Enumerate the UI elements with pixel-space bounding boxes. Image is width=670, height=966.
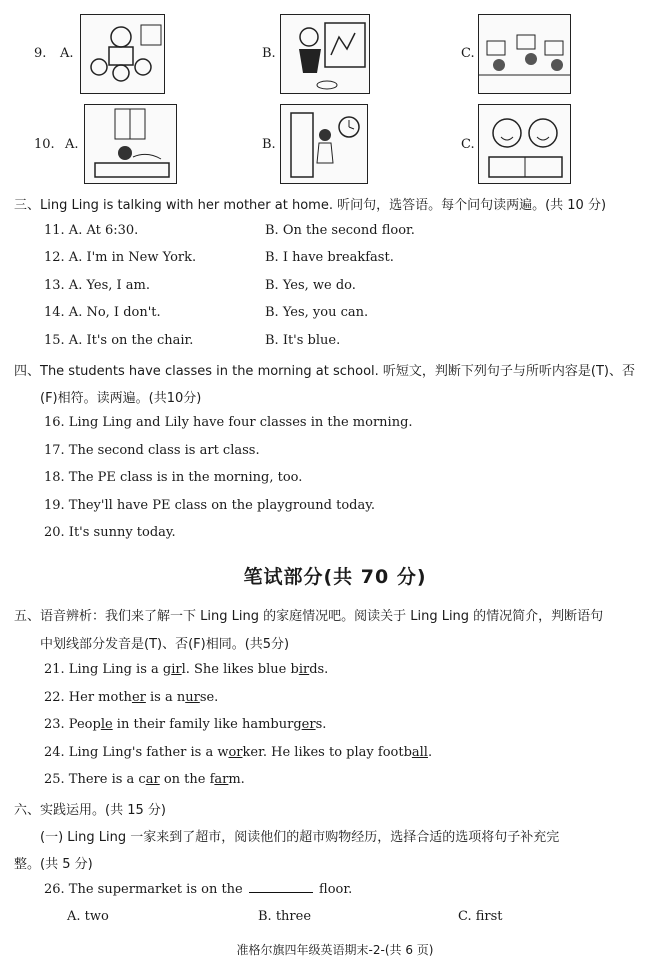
q14-option-a: 14. A. No, I don't. (44, 305, 161, 320)
q13-option-b: B. Yes, we do. (265, 278, 356, 293)
q24-sentence: 24. Ling Ling's father is a worker. He likes to play football. (44, 745, 433, 760)
q20-statement: 20. It's sunny today. (44, 525, 176, 540)
part4-title-line1: 四、The students have classes in the morning at school. 听短文，判断下列句子与所听内容是(T)、否 (14, 364, 635, 379)
written-section-heading: 笔试部分(共 70 分) (243, 566, 427, 588)
part6-sub-line1: (一) Ling Ling 一家来到了超市，阅读他们的超市购物经历，选择合适的选项将句子补充完 (40, 830, 560, 845)
q10-option-a-label: A. (65, 137, 79, 152)
q9-option-b-label: B. (262, 46, 276, 61)
q12-option-a: 12. A. I'm in New York. (44, 250, 197, 265)
q26-option-b: B. three (258, 909, 312, 924)
q23-sentence: 23. People in their family like hamburgers. (44, 717, 327, 732)
part4-title-line2: (F)相符。读两遍。(共10分) (40, 391, 202, 406)
q9-option-c-label: C. (461, 46, 475, 61)
part6-sub-line2: 整。(共 5 分) (14, 857, 93, 872)
q9-number: 9. (34, 46, 47, 61)
q10-picture-b (280, 104, 368, 184)
q17-statement: 17. The second class is art class. (44, 443, 260, 458)
q21-sentence: 21. Ling Ling is a girl. She likes blue birds. (44, 662, 329, 677)
part3-title: 三、Ling Ling is talking with her mother at home. 听问句，选答语。每个问句读两遍。(共 10 分) (14, 198, 607, 213)
q11-option-a: 11. A. At 6:30. (44, 223, 139, 238)
q9-picture-a (80, 14, 165, 94)
q22-sentence: 22. Her mother is a nurse. (44, 690, 219, 705)
q14-option-b: B. Yes, you can. (265, 305, 369, 320)
q19-statement: 19. They'll have PE class on the playground today. (44, 498, 375, 513)
q9-picture-b (280, 14, 370, 94)
q18-statement: 18. The PE class is in the morning, too. (44, 470, 303, 485)
q26-answer-blank[interactable] (249, 882, 313, 893)
q10-option-b-label: B. (262, 137, 276, 152)
q10-number: 10. (34, 137, 55, 152)
q15-option-b: B. It's blue. (265, 333, 341, 348)
q10-option-c-label: C. (461, 137, 475, 152)
q11-option-b: B. On the second floor. (265, 223, 415, 238)
q26-sentence: 26. The supermarket is on the floor. (44, 882, 353, 897)
part5-title-line1: 五、语音辨析：我们来了解一下 Ling Ling 的家庭情况吧。阅读关于 Ling Ling 的情况简介，判断语句 (14, 609, 604, 624)
q10-picture-c (478, 104, 571, 184)
q9-option-a-label: A. (60, 46, 74, 61)
q26-option-a: A. two (67, 909, 109, 924)
q25-sentence: 25. There is a car on the farm. (44, 772, 245, 787)
part6-title: 六、实践运用。(共 15 分) (14, 803, 166, 818)
q15-option-a: 15. A. It's on the chair. (44, 333, 194, 348)
q9-picture-c (478, 14, 571, 94)
q13-option-a: 13. A. Yes, I am. (44, 278, 151, 293)
q10-picture-a (84, 104, 177, 184)
page-footer: 准格尔旗四年级英语期末-2-(共 6 页) (236, 943, 434, 957)
q12-option-b: B. I have breakfast. (265, 250, 394, 265)
q16-statement: 16. Ling Ling and Lily have four classes in the morning. (44, 415, 413, 430)
q26-option-c: C. first (458, 909, 503, 924)
part5-title-line2: 中划线部分发音是(T)、否(F)相同。(共5分) (40, 637, 290, 652)
